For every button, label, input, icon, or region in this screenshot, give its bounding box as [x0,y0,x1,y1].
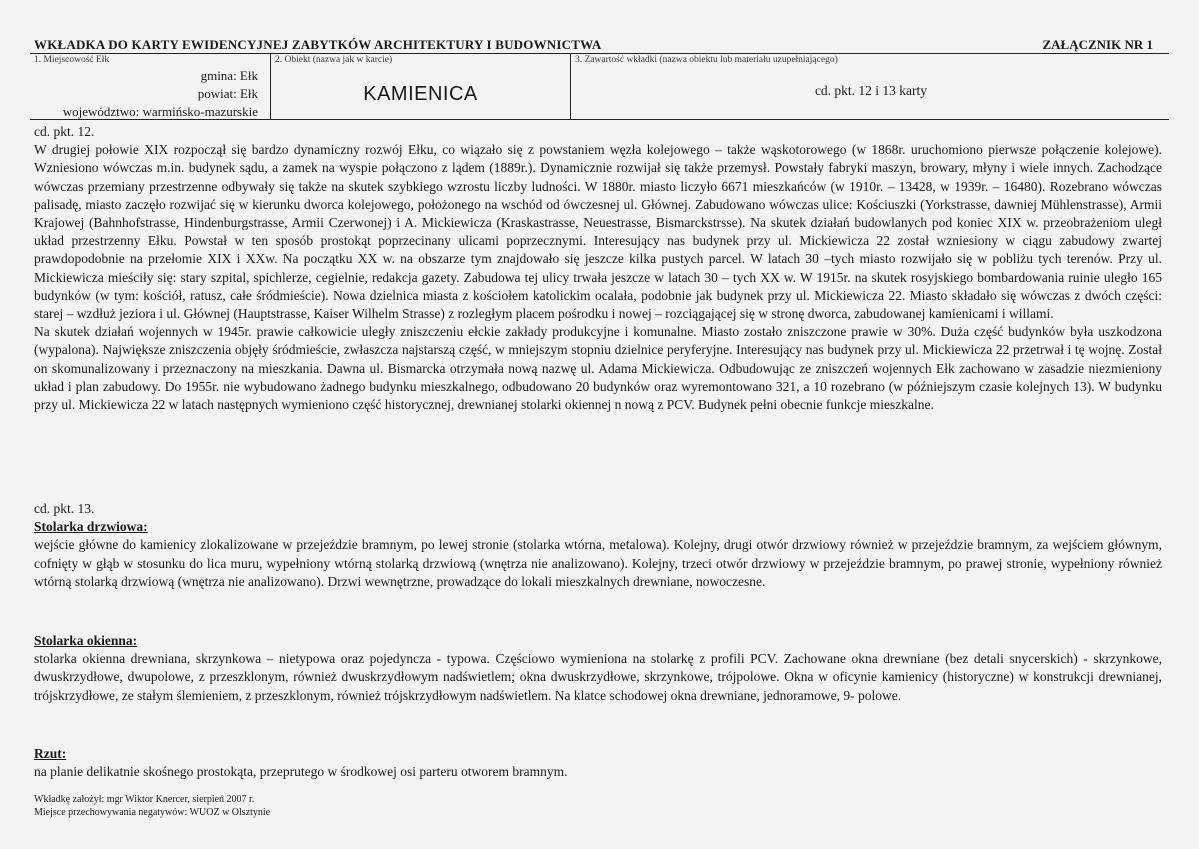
windows-text: stolarka okienna drewniana, skrzynkowa – nietypowa oraz pojedyncza - typowa. Częściowo wymieniona na stolarkę z profili PCV. Zachowane okna drewniane (bez detali snycerskich) - skrzynkowe, dwuskrzydłowe, dwupolowe, z przeszklonym, również dwuskrzydłowym nadświetlem; okna dwuskrzydłowe, skrzynkowe, trójpolowe. Okna w oficynie kamienicy (historyczne) w konstrukcji drewnianej, trójskrzydłowe, ze stałym ślemieniem, z przeszklonym, również trójskrzydłowym nadświetlem. Na klatce schodowej okna drewniane, jednoramowe, 9- polowe. [34,651,1162,703]
footer [34,793,270,819]
powiat-value: powiat: Ełk [197,86,258,101]
object-caption: 2. Obiekt (nazwa jak w karcie) [275,55,393,65]
object-name: KAMIENICA [363,83,478,105]
plan-section [34,745,1162,781]
document-title: WKŁADKA DO KARTY EWIDENCYJNEJ ZABYTKÓW ARCHITEKTURY I BUDOWNICTWA [34,37,602,52]
section-12-paragraph-1: W drugiej połowie XIX rozpoczął się bardzo dynamiczny rozwój Ełku, co wiązało się z powstaniem węzła kolejowego – także wąskotorowego (w 1868r. uruchomiono pierwsze połączenie kolejowe). Wzniesiono wówczas m.in. budynek sądu, a zamek na wyspie połączono z lądem (1889r.). Dynamicznie rozwijał się także przemysł. Powstały fabryki maszyn, browary, młyny i wiele innych. Zachodzące wówczas przemiany przestrzenne odbywały się także na skutek szybkiego wzrostu liczby ludności. W 1880r. miasto liczyło 6671 mieszkańców (w 1910r. – 13428, w 1939r. – 16480). Rozebrano wówczas palisadę, miasto zaczęło rozwijać się w kierunku dworca kolejowego, położonego na wschód od ówczesnej ul. Głównej. Zabudowano wówczas ulice: Kościuszki (Yorkstrasse, dawniej Mühlenstrasse), Armii Krajowej (Bahnhofstrasse, Hindenburgstrasse, Armii Czerwonej) i A. Mickiewicza (Kraskastrasse, Neuestrasse, Bismarckstrsse). Na skutek działań budowlanych pod koniec XIX w. przeobrażeniom uległ układ przestrzenny Ełku. Powstał w ten sposób prostokąt poprzecinany ulicami poprzecznymi. Interesujący nas budynek przy ul. Mickiewicza 22 został wzniesiony w ciągu zabudowy zwartej prawdopodobnie na przełomie XIX i XXw. Na początku XX w. na obszarze tym znajdowało się jeszcze kilka pustych parcel. W latach 30 –tych miasto rozwijało się w pobliżu tych terenów. Przy ul. Mickiewicza mieściły się: stary szpital, spichlerze, cegielnie, redakcja gazety. Zabudowa tej ulicy trwała jeszcze w latach 30 – tych XX w. W 1915r. na skutek rosyjskiego bombardowania ruinie uległo 165 budynków (w tym: kościół, ratusz, całe śródmieście). Nowa dzielnica miasta z kościołem katolickim ocalała, podobnie jak budynek przy ul. Mickiewicza 22. Miasto składało się wówczas z dwóch części: starej – wzdłuż jeziora i ul. Głównej (Hauptstrasse, Kaiser Wilhelm Strasse) z rozległym placem pośrodku i nowej – rozciągającej się w stronę dworca, zabudowanej kamienicami i willami. [34,142,1162,322]
section-13 [34,500,1162,591]
section-13-label: cd. pkt. 13. [34,501,95,516]
plan-title: Rzut: [34,746,67,761]
windows-section [34,632,1162,705]
section-12 [34,123,1162,414]
doors-title: Stolarka drzwiowa: [34,519,148,535]
section-12-paragraph-2: Na skutek działań wojennych w 1945r. prawie całkowicie uległy zniszczeniu ełckie zakłady produkcyjne i komunalne. Miasto zostało zniszczone prawie w 30%. Duża część budynków była uszkodzona (wypalona). Największe zniszczenia objęły śródmieście, zwłaszcza najstarszą część, w mniejszym stopniu dzielnice peryferyjne. Interesujący nas budynek przy ul. Mickiewicza 22 przetrwał i tę wojnę. Został on skomunalizowany i przeznaczony na mieszkania. Dawna ul. Bismarcka otrzymała nową nazwę ul. Adama Mickiewicza. Odbudowując ze zniszczeń wojennych Ełk zachowano w zasadzie niezmieniony układ i plan zabudowy. Do 1955r. nie wybudowano żadnego budynku mieszkalnego, odbudowano 20 budynków oraz wyremontowano 321, a 10 rozebrano (w późniejszym czasie kolejnych 13). W budynku przy ul. Mickiewicza 22 w latach następnych wymieniono część historycznej, drewnianej stolarki okiennej n nową z PCV. Budynek pełni obecnie funkcje mieszkalne. [34,324,1162,413]
content-caption: 3. Zawartość wkładki (nazwa obiektu lub materiału uzupełniającego) [575,55,838,65]
footer-negatives: Miejsce przechowywania negatywów: WUOZ w Olsztynie [34,807,271,818]
windows-title: Stolarka okienna: [34,633,138,648]
wojewodztwo-value: województwo: warmińsko-mazurskie [62,104,258,119]
fields-bottom-rule [30,119,1169,120]
object-box [271,53,571,119]
location-box [30,53,271,119]
section-12-label: cd. pkt. 12. [34,124,95,139]
gmina-value: gmina: Ełk [200,68,258,83]
doors-text: wejście główne do kamienicy zlokalizowane w przejeździe bramnym, po lewej stronie (stolarka wtórna, metalowa). Kolejny, drugi otwór drzwiowy również w przejeździe bramnym, za wejściem głównym, cofnięty w głąb w stosunku do lica muru, wypełniony wtórną stolarką drzwiową (wnętrza nie analizowano). Kolejny, trzeci otwór drzwiowy w przejeździe bramnym, po prawej stronie, wypełniony również wtórną stolarką drzwiową (wnętrza nie analizowano). Drzwi wewnętrzne, prowadzące do lokali mieszkalnych drewniane, nowoczesne. [34,537,1162,589]
content-value: cd. pkt. 12 i 13 karty [814,83,928,98]
content-box [571,53,1171,119]
footer-author: Wkładkę założył: mgr Wiktor Knercer, sierpień 2007 r. [34,794,255,805]
attachment-label: ZAŁĄCZNIK NR 1 [1042,37,1153,52]
location-caption: 1. Miejscowość Ełk [34,55,110,65]
plan-text: na planie delikatnie skośnego prostokąta, przeprutego w środkowej osi parteru otworem bramnym. [34,764,568,780]
